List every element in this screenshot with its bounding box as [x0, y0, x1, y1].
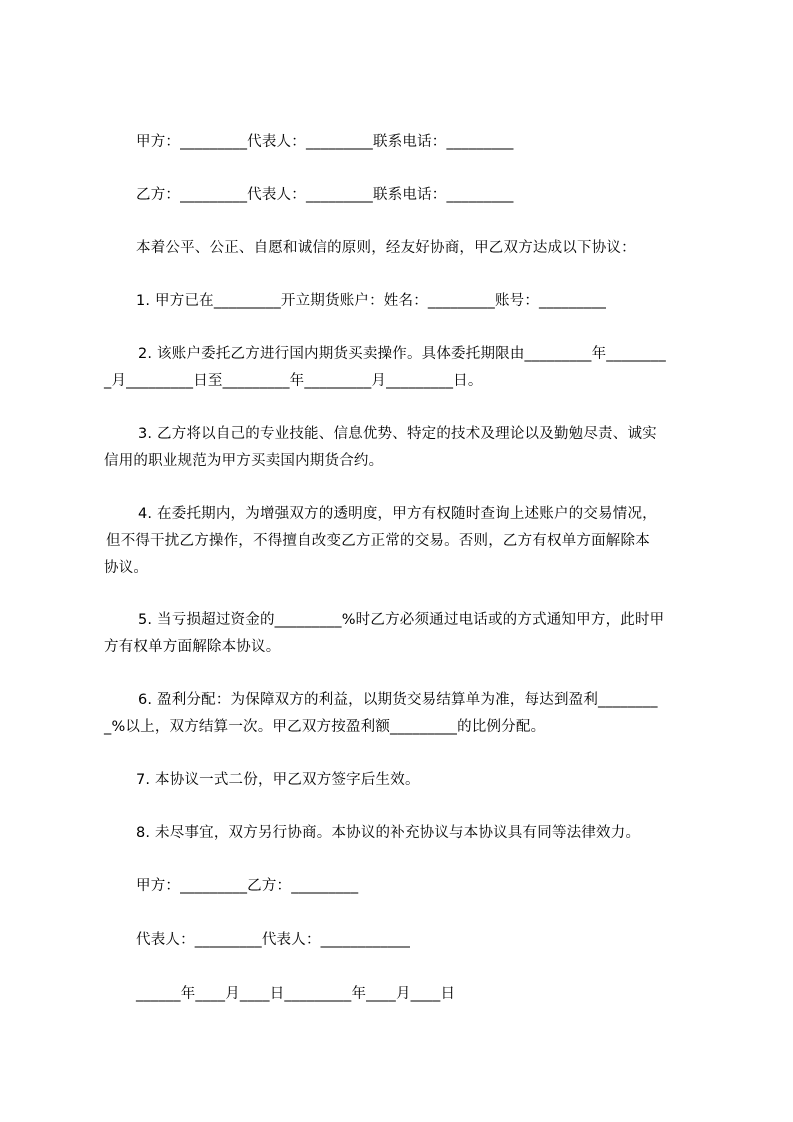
clause-2-line-1: 2. 该账户委托乙方进行国内期货买卖操作。具体委托期限由_________年________	[138, 346, 666, 362]
signature-representatives-line: 代表人：_________代表人：____________	[136, 932, 411, 948]
clause-6-line-2: _%以上，双方结算一次。甲乙双方按盈利额_________的比例分配。	[104, 719, 546, 735]
clause-3-line-2: 信用的职业规范为甲方买卖国内期货合约。	[104, 453, 384, 469]
party-a-line: 甲方：_________代表人：_________联系电话：_________	[136, 134, 514, 150]
clause-1-line-1: 1. 甲方已在_________开立期货账户：姓名：_________账号：_________	[136, 293, 607, 309]
clause-5-line-1: 5. 当亏损超过资金的_________%时乙方必须通过电话或的方式通知甲方，此时甲	[138, 612, 665, 628]
agreement-intro: 本着公平、公正、自愿和诚信的原则，经友好协商，甲乙双方达成以下协议：	[136, 240, 636, 256]
clause-2-line-2: _月_________日至_________年_________月_________日。	[104, 373, 483, 389]
clause-6-line-1: 6. 盈利分配：为保障双方的利益，以期货交易结算单为准，每达到盈利________	[138, 692, 658, 708]
clause-4-line-2: 但不得干扰乙方操作，不得擅自改变乙方正常的交易。否则，乙方有权单方面解除本	[106, 533, 650, 549]
clause-5-line-2: 方有权单方面解除本协议。	[104, 639, 281, 655]
party-b-line: 乙方：_________代表人：_________联系电话：_________	[136, 187, 514, 203]
clause-3-line-1: 3. 乙方将以自己的专业技能、信息优势、特定的技术及理论以及勤勉尽责、诚实	[138, 426, 657, 442]
clause-4-line-1: 4. 在委托期内，为增强双方的透明度，甲方有权随时查询上述账户的交易情况，	[138, 506, 657, 522]
clause-4-line-3: 协议。	[104, 560, 149, 576]
clause-8-line-1: 8. 未尽事宜，双方另行协商。本协议的补充协议与本协议具有同等法律效力。	[136, 825, 641, 841]
signature-parties-line: 甲方：_________乙方：_________	[136, 878, 359, 894]
signature-dates-line: ______年____月____日_________年____月____日	[136, 986, 456, 1002]
clause-7-line-1: 7. 本协议一式二份，甲乙双方签字后生效。	[136, 772, 420, 788]
